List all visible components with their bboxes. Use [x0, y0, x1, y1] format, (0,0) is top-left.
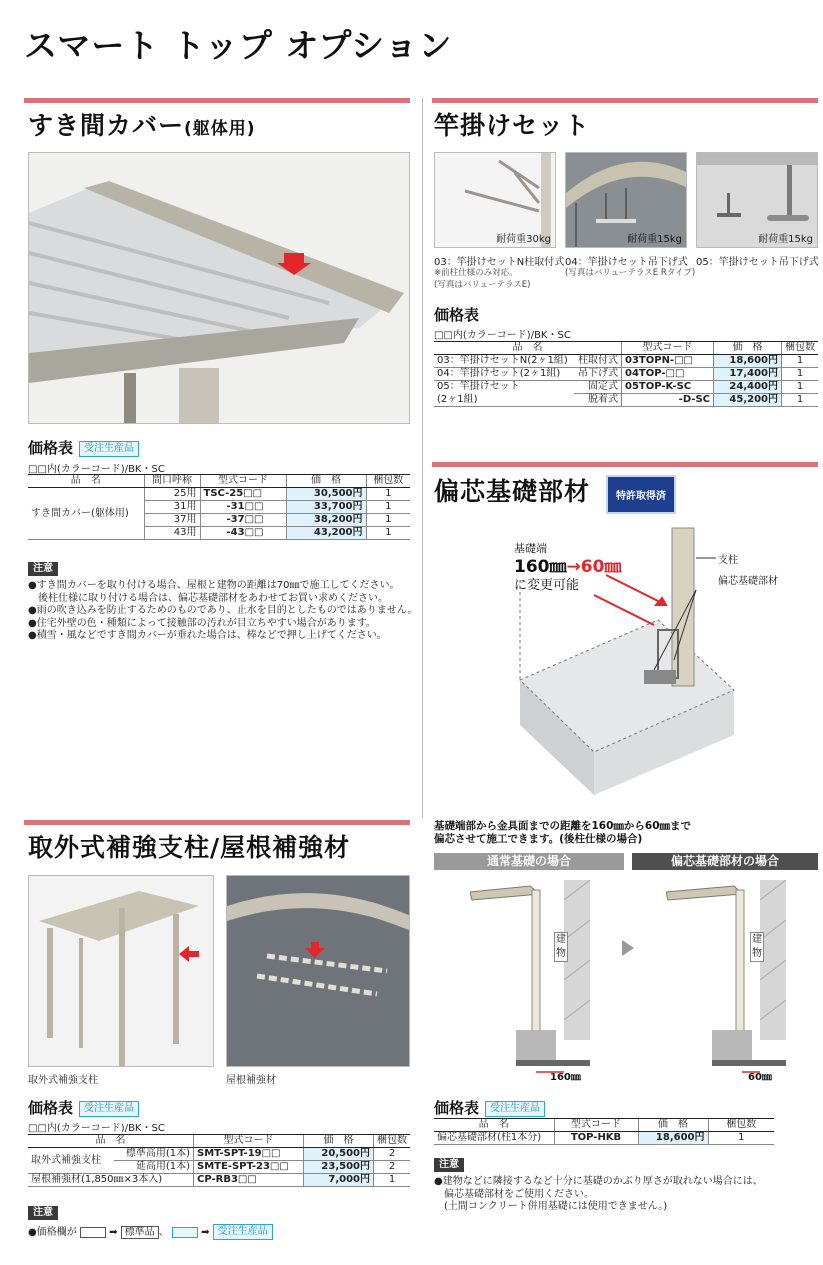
- load-label: 耐荷重15kg: [627, 234, 682, 245]
- distance-to: 60㎜: [580, 557, 622, 577]
- note-line: ●住宅外壁の色・種類によって接触部の汚れが目立ちやすい場合があります。: [28, 617, 376, 629]
- color-code-note: □□内(カラーコード)/BK・SC: [28, 1123, 165, 1134]
- group-name-cell: 取外式補強支柱: [28, 1148, 114, 1174]
- qty-cell: 1: [782, 368, 819, 381]
- code-cell: -31□□: [200, 501, 286, 514]
- photo-subcaption: ※前柱仕様のみ対応。: [434, 268, 518, 278]
- note-line: (土間コンクリート併用基礎には使用できません。): [434, 1201, 668, 1212]
- product-name: すき間カバー(躯体用): [28, 488, 144, 540]
- col-header: 型式コード: [554, 1119, 638, 1132]
- qty-cell: 2: [374, 1161, 411, 1174]
- col-header: 梱包数: [708, 1119, 774, 1132]
- eccentric-description: [434, 820, 691, 846]
- made-to-order-label: 受注生産品: [213, 1224, 273, 1240]
- col-header: 価 格: [286, 475, 366, 488]
- diagram-label: に変更可能: [514, 578, 580, 593]
- type-cell: 柱取付式: [574, 355, 622, 368]
- table-row: [434, 381, 818, 394]
- col-header: 間口呼称: [144, 475, 200, 488]
- eccentric-base-diagram: [666, 880, 786, 1086]
- gap-cover-price-table: [28, 474, 410, 540]
- color-code-note: □□内(カラーコード)/BK・SC: [434, 330, 571, 341]
- qty-cell: 1: [366, 527, 410, 540]
- col-header: 品 名: [434, 1119, 554, 1132]
- made-to-order-badge: 受注生産品: [485, 1101, 545, 1117]
- price-cell: 24,400円: [714, 381, 782, 394]
- color-code-note: □□内(カラーコード)/BK・SC: [28, 464, 165, 475]
- name-cell: 03：竿掛けセットN(2ヶ1組): [434, 355, 574, 368]
- building-label: 建物: [554, 932, 568, 962]
- note-line: 偏芯基礎部材をご使用ください。: [434, 1188, 594, 1200]
- name-cell: 05：竿掛けセット: [437, 381, 520, 393]
- note-line: ●すき間カバーを取り付ける場合、屋根と建物の距離は70㎜で施工してください。: [28, 580, 400, 591]
- price-cell: 43,200円: [286, 527, 366, 540]
- code-cell: CP-RB3□□: [194, 1174, 304, 1187]
- type-cell: 脱着式: [574, 394, 622, 407]
- code-cell: -37□□: [200, 514, 286, 527]
- eccentric-title: 偏芯基礎部材: [434, 477, 591, 506]
- code-cell: TSC-25□□: [200, 488, 286, 501]
- sub-cell: 延高用(1本): [114, 1161, 194, 1174]
- reinforce-title: 取外式補強支柱/屋根補強材: [28, 833, 351, 862]
- dimension-eccentric: 60㎜: [748, 1072, 772, 1083]
- note-label: 注意: [28, 1206, 58, 1220]
- size-cell: 31用: [144, 501, 200, 514]
- sub-cell: 標準高用(1本): [114, 1148, 194, 1161]
- photo-caption: 04：竿掛けセット吊下げ式: [565, 257, 688, 268]
- qty-cell: 1: [782, 381, 819, 394]
- type-cell: 固定式: [574, 381, 622, 394]
- distance-from: 160㎜: [514, 557, 567, 577]
- reinforce-post-photo: [28, 875, 214, 1067]
- photo-caption: 03：竿掛けセットN柱取付式: [434, 257, 565, 268]
- col-header: 梱包数: [366, 475, 410, 488]
- normal-base-diagram: [470, 880, 590, 1086]
- qty-cell: 1: [374, 1174, 411, 1187]
- page-title: スマート トップ オプション: [24, 26, 453, 65]
- price-cell: 18,600円: [714, 355, 782, 368]
- gap-cover-notes: [28, 580, 417, 643]
- col-header: 価 格: [714, 342, 782, 355]
- table-row: [28, 1174, 410, 1187]
- price-cell: 17,400円: [714, 368, 782, 381]
- arrow-right-icon: [622, 940, 634, 956]
- col-header: 型式コード: [622, 342, 714, 355]
- reinforce-price-table: [28, 1134, 410, 1187]
- gap-cover-title: すき間カバー(躯体用): [28, 111, 256, 140]
- col-header: 品 名: [28, 1135, 194, 1148]
- price-cell: 20,500円: [304, 1148, 374, 1161]
- legend-separator: 、: [158, 1227, 169, 1238]
- gap-cover-price-heading: 価格表 受注生産品: [28, 437, 139, 458]
- photo-subcaption: (写真はバリューテラスE Rタイプ): [565, 268, 696, 278]
- col-header: 価 格: [304, 1135, 374, 1148]
- col-header: 梱包数: [374, 1135, 411, 1148]
- size-cell: 37用: [144, 514, 200, 527]
- price-cell: 30,500円: [286, 488, 366, 501]
- eccentric-price-heading: 価格表 受注生産品: [434, 1097, 545, 1118]
- table-row: [28, 1148, 410, 1161]
- qty-cell: 1: [366, 501, 410, 514]
- type-cell: 吊下げ式: [574, 368, 622, 381]
- roof-reinforcement-photo: [226, 875, 410, 1067]
- note-line: ●積雪・風などですき間カバーが垂れた場合は、棒などで押し上げてください。: [28, 630, 387, 641]
- note-line: 後柱仕様に取り付ける場合は、偏芯基礎部材をあわせてお買い求めください。: [28, 592, 388, 604]
- note-label: 注意: [28, 562, 58, 576]
- name-cell: 04：竿掛けセット(2ヶ1組): [434, 368, 574, 381]
- price-cell: 7,000円: [304, 1174, 374, 1187]
- label-post: 支柱: [718, 555, 738, 566]
- code-cell: 03TOPN-□□: [622, 355, 714, 368]
- building-label: 建物: [750, 932, 764, 962]
- table-row: [434, 1132, 774, 1145]
- photo-caption: 取外式補強支柱: [28, 1075, 98, 1086]
- dimension-normal: 160㎜: [550, 1072, 581, 1083]
- code-cell: 04TOP-□□: [622, 368, 714, 381]
- col-header: 価 格: [638, 1119, 708, 1132]
- name-cell: (2ヶ1組): [434, 394, 574, 407]
- pole-set-photo-05: [696, 152, 818, 248]
- col-header: 型式コード: [200, 475, 286, 488]
- pole-set-price-table: [434, 341, 818, 407]
- code-cell: TOP-HKB: [554, 1132, 638, 1145]
- gap-cover-photo: [28, 152, 410, 424]
- eccentric-notes: [434, 1176, 763, 1214]
- note-label: 注意: [434, 1158, 464, 1172]
- col-header: 品 名: [28, 475, 144, 488]
- section-bar: [24, 98, 410, 103]
- section-bar: [432, 462, 818, 467]
- eccentric-price-table: [434, 1118, 774, 1145]
- qty-cell: 1: [782, 394, 819, 407]
- qty-cell: 1: [366, 488, 410, 501]
- size-cell: 43用: [144, 527, 200, 540]
- code-cell: SMT-SPT-19□□: [194, 1148, 304, 1161]
- desc-line: 基礎端部から金具面までの距離を160㎜から60㎜まで: [434, 820, 692, 832]
- code-cell: SMTE-SPT-23□□: [194, 1161, 304, 1174]
- size-cell: 25用: [144, 488, 200, 501]
- patent-badge: 特許取得済: [606, 475, 676, 514]
- code-cell: -43□□: [200, 527, 286, 540]
- load-label: 耐荷重30kg: [496, 234, 551, 245]
- pole-set-title: 竿掛けセット: [434, 111, 591, 140]
- table-row: [28, 488, 410, 501]
- arrow-icon: ➡: [201, 1227, 210, 1238]
- note-line: ●雨の吹き込みを防止するためのものであり、止水を目的としたものではありません。: [28, 605, 418, 616]
- tab-normal-base: 通常基礎の場合: [434, 853, 624, 870]
- arrow-icon: →: [566, 557, 581, 577]
- price-cell: 45,200円: [714, 394, 782, 407]
- load-label: 耐荷重15kg: [758, 234, 813, 245]
- price-cell: 23,500円: [304, 1161, 374, 1174]
- reinforce-price-heading: 価格表 受注生産品: [28, 1097, 139, 1118]
- code-cell: -D-SC: [622, 394, 714, 407]
- pole-set-price-heading: 価格表: [434, 306, 480, 324]
- price-legend: [28, 1224, 273, 1240]
- column-divider: [422, 98, 423, 818]
- section-bar: [24, 820, 410, 825]
- qty-cell: 1: [782, 355, 819, 368]
- qty-cell: 2: [374, 1148, 411, 1161]
- made-to-order-badge: 受注生産品: [79, 1101, 139, 1117]
- note-line: ●建物などに隣接するなど十分に基礎のかぶり厚さが取れない場合には、: [434, 1176, 763, 1187]
- pole-set-photo-03: [434, 152, 556, 248]
- price-cell: 38,200円: [286, 514, 366, 527]
- label-part: 偏芯基礎部材: [718, 576, 778, 587]
- photo-caption: 屋根補強材: [226, 1075, 276, 1086]
- price-cell: 33,700円: [286, 501, 366, 514]
- table-row: [434, 368, 818, 381]
- price-cell: 18,600円: [638, 1132, 708, 1145]
- photo-subcaption: (写真はバリューテラスE): [434, 280, 531, 290]
- col-header: 型式コード: [194, 1135, 304, 1148]
- section-bar: [432, 98, 818, 103]
- photo-caption: 05：竿掛けセット吊下げ式: [696, 257, 819, 268]
- qty-cell: 1: [708, 1132, 774, 1145]
- table-row: [434, 355, 818, 368]
- diagram-label: 基礎端: [514, 542, 547, 555]
- qty-cell: 1: [366, 514, 410, 527]
- table-row: [434, 394, 818, 407]
- col-header: 品 名: [434, 342, 622, 355]
- pole-set-photo-04: [565, 152, 687, 248]
- legend-prefix: ●価格欄が: [28, 1227, 77, 1238]
- eccentric-diagram: [434, 520, 818, 802]
- tab-eccentric-base: 偏芯基礎部材の場合: [632, 853, 818, 870]
- standard-box-icon: [80, 1227, 106, 1238]
- made-to-order-badge: 受注生産品: [79, 441, 139, 457]
- desc-line: 偏芯させて施工できます。(後柱仕様の場合): [434, 833, 643, 845]
- arrow-icon: ➡: [109, 1227, 118, 1238]
- standard-label: 標準品: [121, 1226, 159, 1239]
- sub-cell: 屋根補強材(1,850㎜×3本入): [28, 1174, 194, 1187]
- col-header: 梱包数: [782, 342, 819, 355]
- made-to-order-box-icon: [172, 1227, 198, 1238]
- name-cell: 偏芯基礎部材(柱1本分): [434, 1132, 554, 1145]
- code-cell: 05TOP-K-SC: [622, 381, 714, 394]
